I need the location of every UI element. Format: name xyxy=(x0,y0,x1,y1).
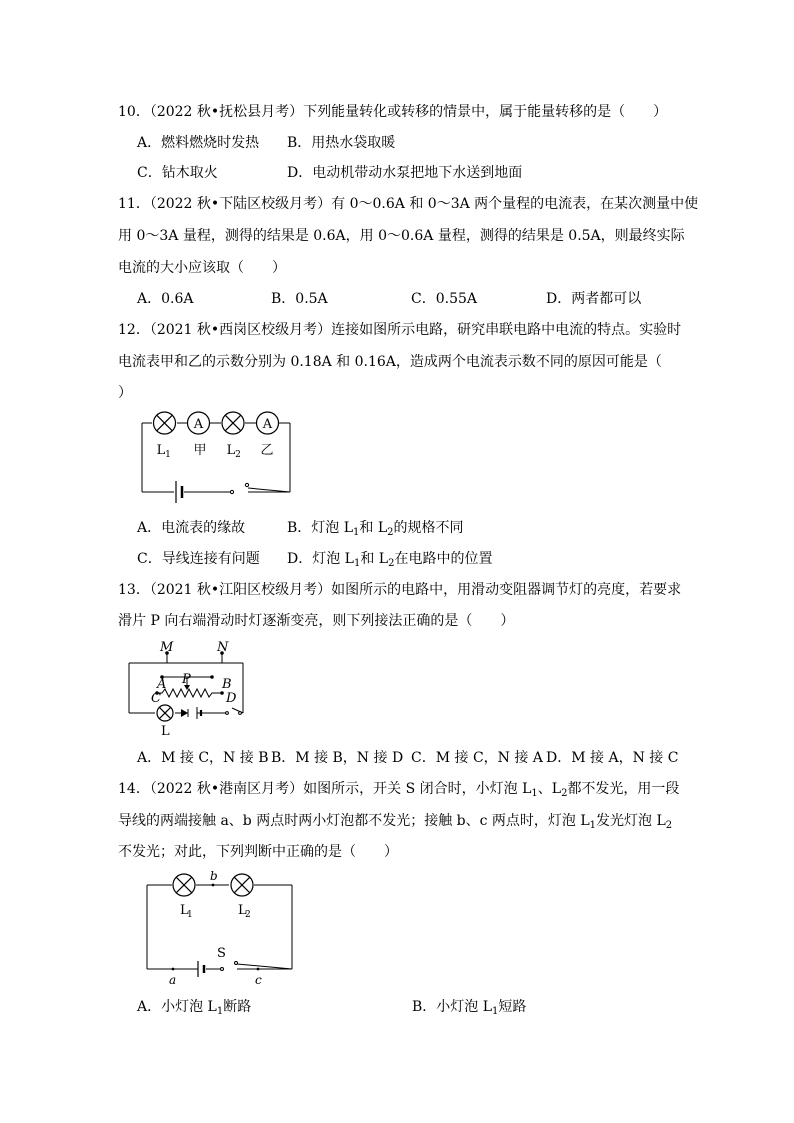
q11-option-a: A．0.6A xyxy=(137,291,194,307)
lamp-icon xyxy=(157,705,173,721)
q11-stem-line-2: 用 0～3A 量程，测得的结果是 0.6A，用 0～0.6A 量程，测得的结果是 0.5A，则最终实际 xyxy=(118,228,685,244)
label-n: N xyxy=(217,640,229,655)
label-l2: L xyxy=(238,903,247,918)
q10-stem: 10．（2022 秋•抚松县月考）下列能量转化或转移的情景中，属于能量转移的是（ ） xyxy=(118,104,668,120)
q12-option-d: D．灯泡 $L_1$和 $L_2$在电路中的位置 xyxy=(287,551,493,569)
lamp-l2-icon xyxy=(222,412,244,434)
point-c xyxy=(257,968,260,971)
diode-icon xyxy=(181,709,188,717)
q14-circuit-diagram xyxy=(140,868,300,990)
label-a: A xyxy=(157,677,167,692)
q14-option-b: B．小灯泡 $L_1$短路 xyxy=(412,999,527,1017)
q10-option-b: B．用热水袋取暖 xyxy=(287,135,396,151)
q14-option-a: A．小灯泡 $L_1$断路 xyxy=(137,999,252,1017)
q11-stem-line-1: 11．（2022 秋•下陆区校级月考）有 0～0.6A 和 0～3A 两个量程的电流表，在某次测量中使 xyxy=(118,196,699,212)
label-yi: 乙 xyxy=(260,443,274,458)
ammeter-jia-symbol: A xyxy=(193,417,204,432)
q12-stem-line-3: ） xyxy=(118,385,132,401)
q10-option-c: C．钻木取火 xyxy=(137,165,218,181)
switch-icon xyxy=(226,712,242,715)
label-m: M xyxy=(160,640,174,655)
point-b xyxy=(212,884,215,887)
label-l2-sub: 2 xyxy=(235,450,241,460)
q14-stem-line-1: 14．（2022 秋•港南区月考）如图所示，开关 S 闭合时，小灯泡 $L_1$、$L_2$都不发光，用一段 xyxy=(118,781,680,799)
label-l: L xyxy=(161,724,170,739)
lamp-l1-icon xyxy=(154,412,176,434)
lamp-l1-icon xyxy=(173,874,195,896)
label-l1: L xyxy=(156,443,166,458)
terminal-b xyxy=(210,675,214,679)
label-a: a xyxy=(169,973,177,987)
q11-option-c: C．0.55A xyxy=(411,291,477,307)
q12-circuit-diagram xyxy=(136,408,296,500)
q13-option-d: D．M 接 A，N 接 C xyxy=(546,750,679,766)
q13-option-c: C．M 接 C，N 接 A xyxy=(411,750,543,766)
switch-icon xyxy=(230,483,248,493)
q11-stem-line-3: 电流的大小应该取（ ） xyxy=(118,260,286,276)
label-b: B xyxy=(222,677,232,692)
ammeter-yi-symbol: A xyxy=(262,417,273,432)
q10-option-a: A．燃料燃烧时发热 xyxy=(137,135,260,151)
q13-option-b: B．M 接 B，N 接 D xyxy=(271,750,404,766)
label-l1-sub: 1 xyxy=(165,450,171,460)
label-l1-sub: 1 xyxy=(187,910,193,920)
q13-stem-line-2: 滑片 P 向右端滑动时灯逐渐变亮，则下列接法正确的是（ ） xyxy=(118,613,515,629)
q12-option-a: A．电流表的缘故 xyxy=(137,520,246,536)
battery-icon xyxy=(176,481,182,503)
label-l2-sub: 2 xyxy=(245,910,251,920)
label-l1: L xyxy=(180,903,189,918)
label-jia: 甲 xyxy=(193,443,207,458)
label-c: C xyxy=(151,691,161,706)
ammeter-yi-icon xyxy=(257,412,279,434)
label-l2: L xyxy=(226,443,236,458)
q10-option-d: D．电动机带动水泵把地下水送到地面 xyxy=(287,165,523,181)
q13-option-a: A．M 接 C，N 接 B xyxy=(137,750,269,766)
q11-option-d: D．两者都可以 xyxy=(546,291,642,307)
battery-icon xyxy=(197,707,227,719)
point-a xyxy=(172,968,175,971)
label-b: b xyxy=(210,869,218,883)
switch-icon xyxy=(221,962,238,971)
q13-stem-line-1: 13．（2021 秋•江阳区校级月考）如图所示的电路中，用滑动变阻器调节灯的亮度，若要求 xyxy=(118,582,682,598)
ammeter-jia-icon xyxy=(188,412,210,434)
lamp-l2-icon xyxy=(231,874,253,896)
q13-circuit-diagram xyxy=(127,638,262,740)
label-s: S xyxy=(217,946,226,961)
label-p: P xyxy=(182,672,191,687)
q12-stem-line-2: 电流表甲和乙的示数分别为 0.18A 和 0.16A，造成两个电流表示数不同的原因可能是（ xyxy=(118,354,662,370)
q11-option-b: B．0.5A xyxy=(271,291,328,307)
battery-icon xyxy=(198,961,204,977)
q12-stem-line-1: 12．（2021 秋•西岗区校级月考）连接如图所示电路，研究串联电路中电流的特点。实验时 xyxy=(118,322,682,338)
q12-option-c: C．导线连接有问题 xyxy=(137,551,260,567)
label-d: D xyxy=(226,691,237,706)
q14-stem-line-3: 不发光；对此，下列判断中正确的是（ ） xyxy=(118,844,398,860)
q14-stem-line-2: 导线的两端接触 a、b 两点时两小灯泡都不发光；接触 b、c 两点时，灯泡 $L_1$发光灯泡 $L_2$ xyxy=(118,813,673,831)
q12-option-b: B．灯泡 $L_1$和 $L_2$的规格不同 xyxy=(287,520,464,538)
label-c: c xyxy=(255,973,262,987)
